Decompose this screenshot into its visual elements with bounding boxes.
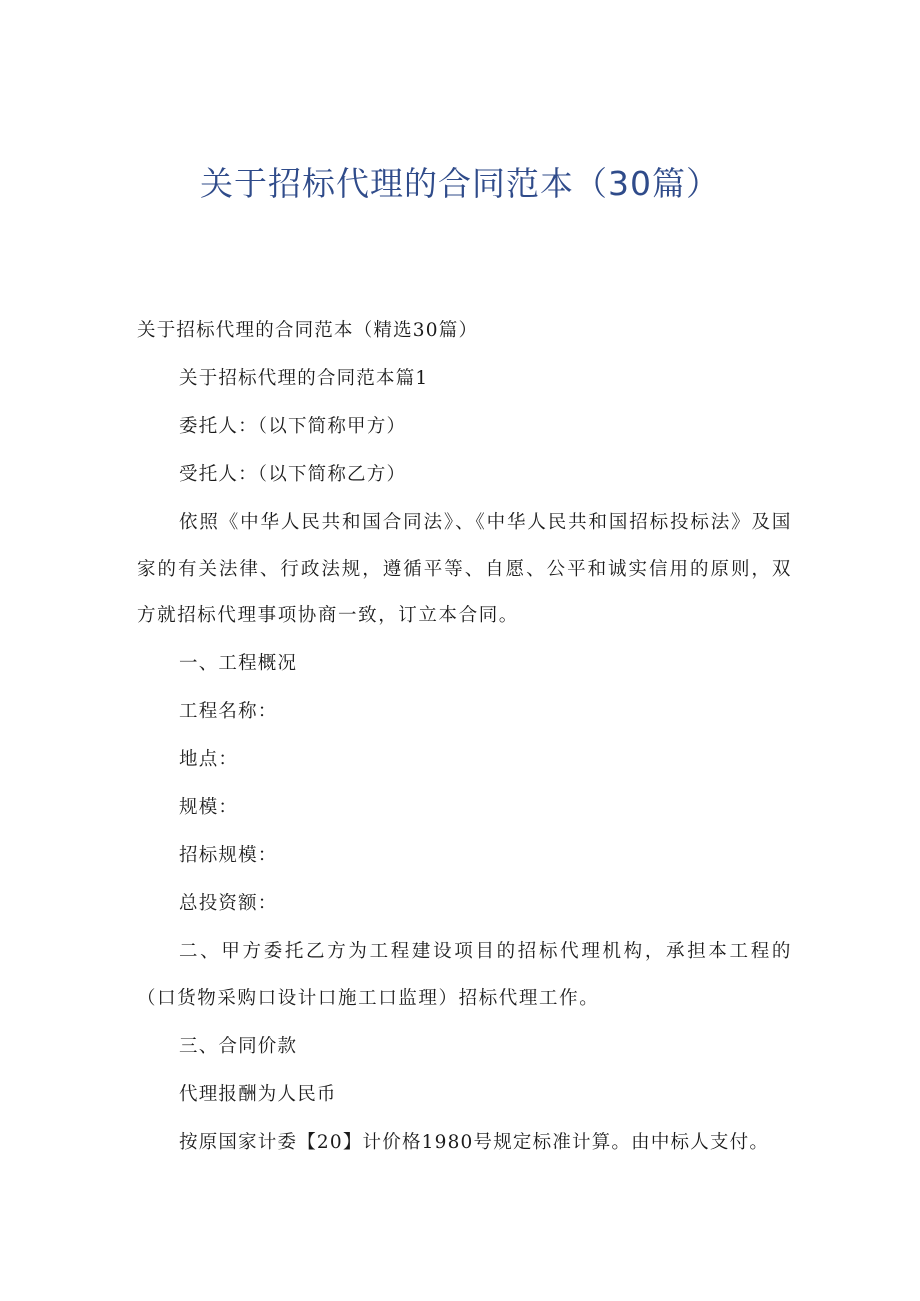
scale-line: 规模： (179, 797, 239, 818)
agent-line: 受托人：（以下简称乙方） (179, 464, 407, 485)
document-title: 关于招标代理的合同范本（30篇） (200, 164, 720, 203)
tender-scale-line: 招标规模： (179, 845, 278, 866)
total-investment-line: 总投资额： (179, 893, 278, 914)
document-body (137, 308, 792, 1168)
preamble-paragraph: 依照《中华人民共和国合同法》、《中华人民共和国招标投标法》及国家的有关法律、行政法规，遵循平等、自愿、公平和诚实信用的原则，双方就招标代理事项协商一致，订立本合同。 (137, 512, 792, 626)
project-name-line: 工程名称： (179, 701, 278, 722)
fee-standard-line: 按原国家计委【20】计价格1980号规定标准计算。由中标人支付。 (179, 1131, 770, 1153)
fee-line: 代理报酬为人民币 (179, 1083, 337, 1105)
clause-heading-1: 一、工程概况 (179, 653, 298, 674)
clause-heading-3: 三、合同价款 (179, 1035, 298, 1057)
subtitle-paragraph: 关于招标代理的合同范本（精选30篇） (137, 320, 479, 341)
location-line: 地点： (179, 749, 239, 770)
clause-2-paragraph: 二、甲方委托乙方为工程建设项目的招标代理机构，承担本工程的（口货物采购口设计口施工口监理）招标代理工作。 (137, 941, 792, 1009)
principal-line: 委托人：（以下简称甲方） (179, 416, 407, 437)
section-heading-1: 关于招标代理的合同范本篇1 (179, 368, 429, 389)
